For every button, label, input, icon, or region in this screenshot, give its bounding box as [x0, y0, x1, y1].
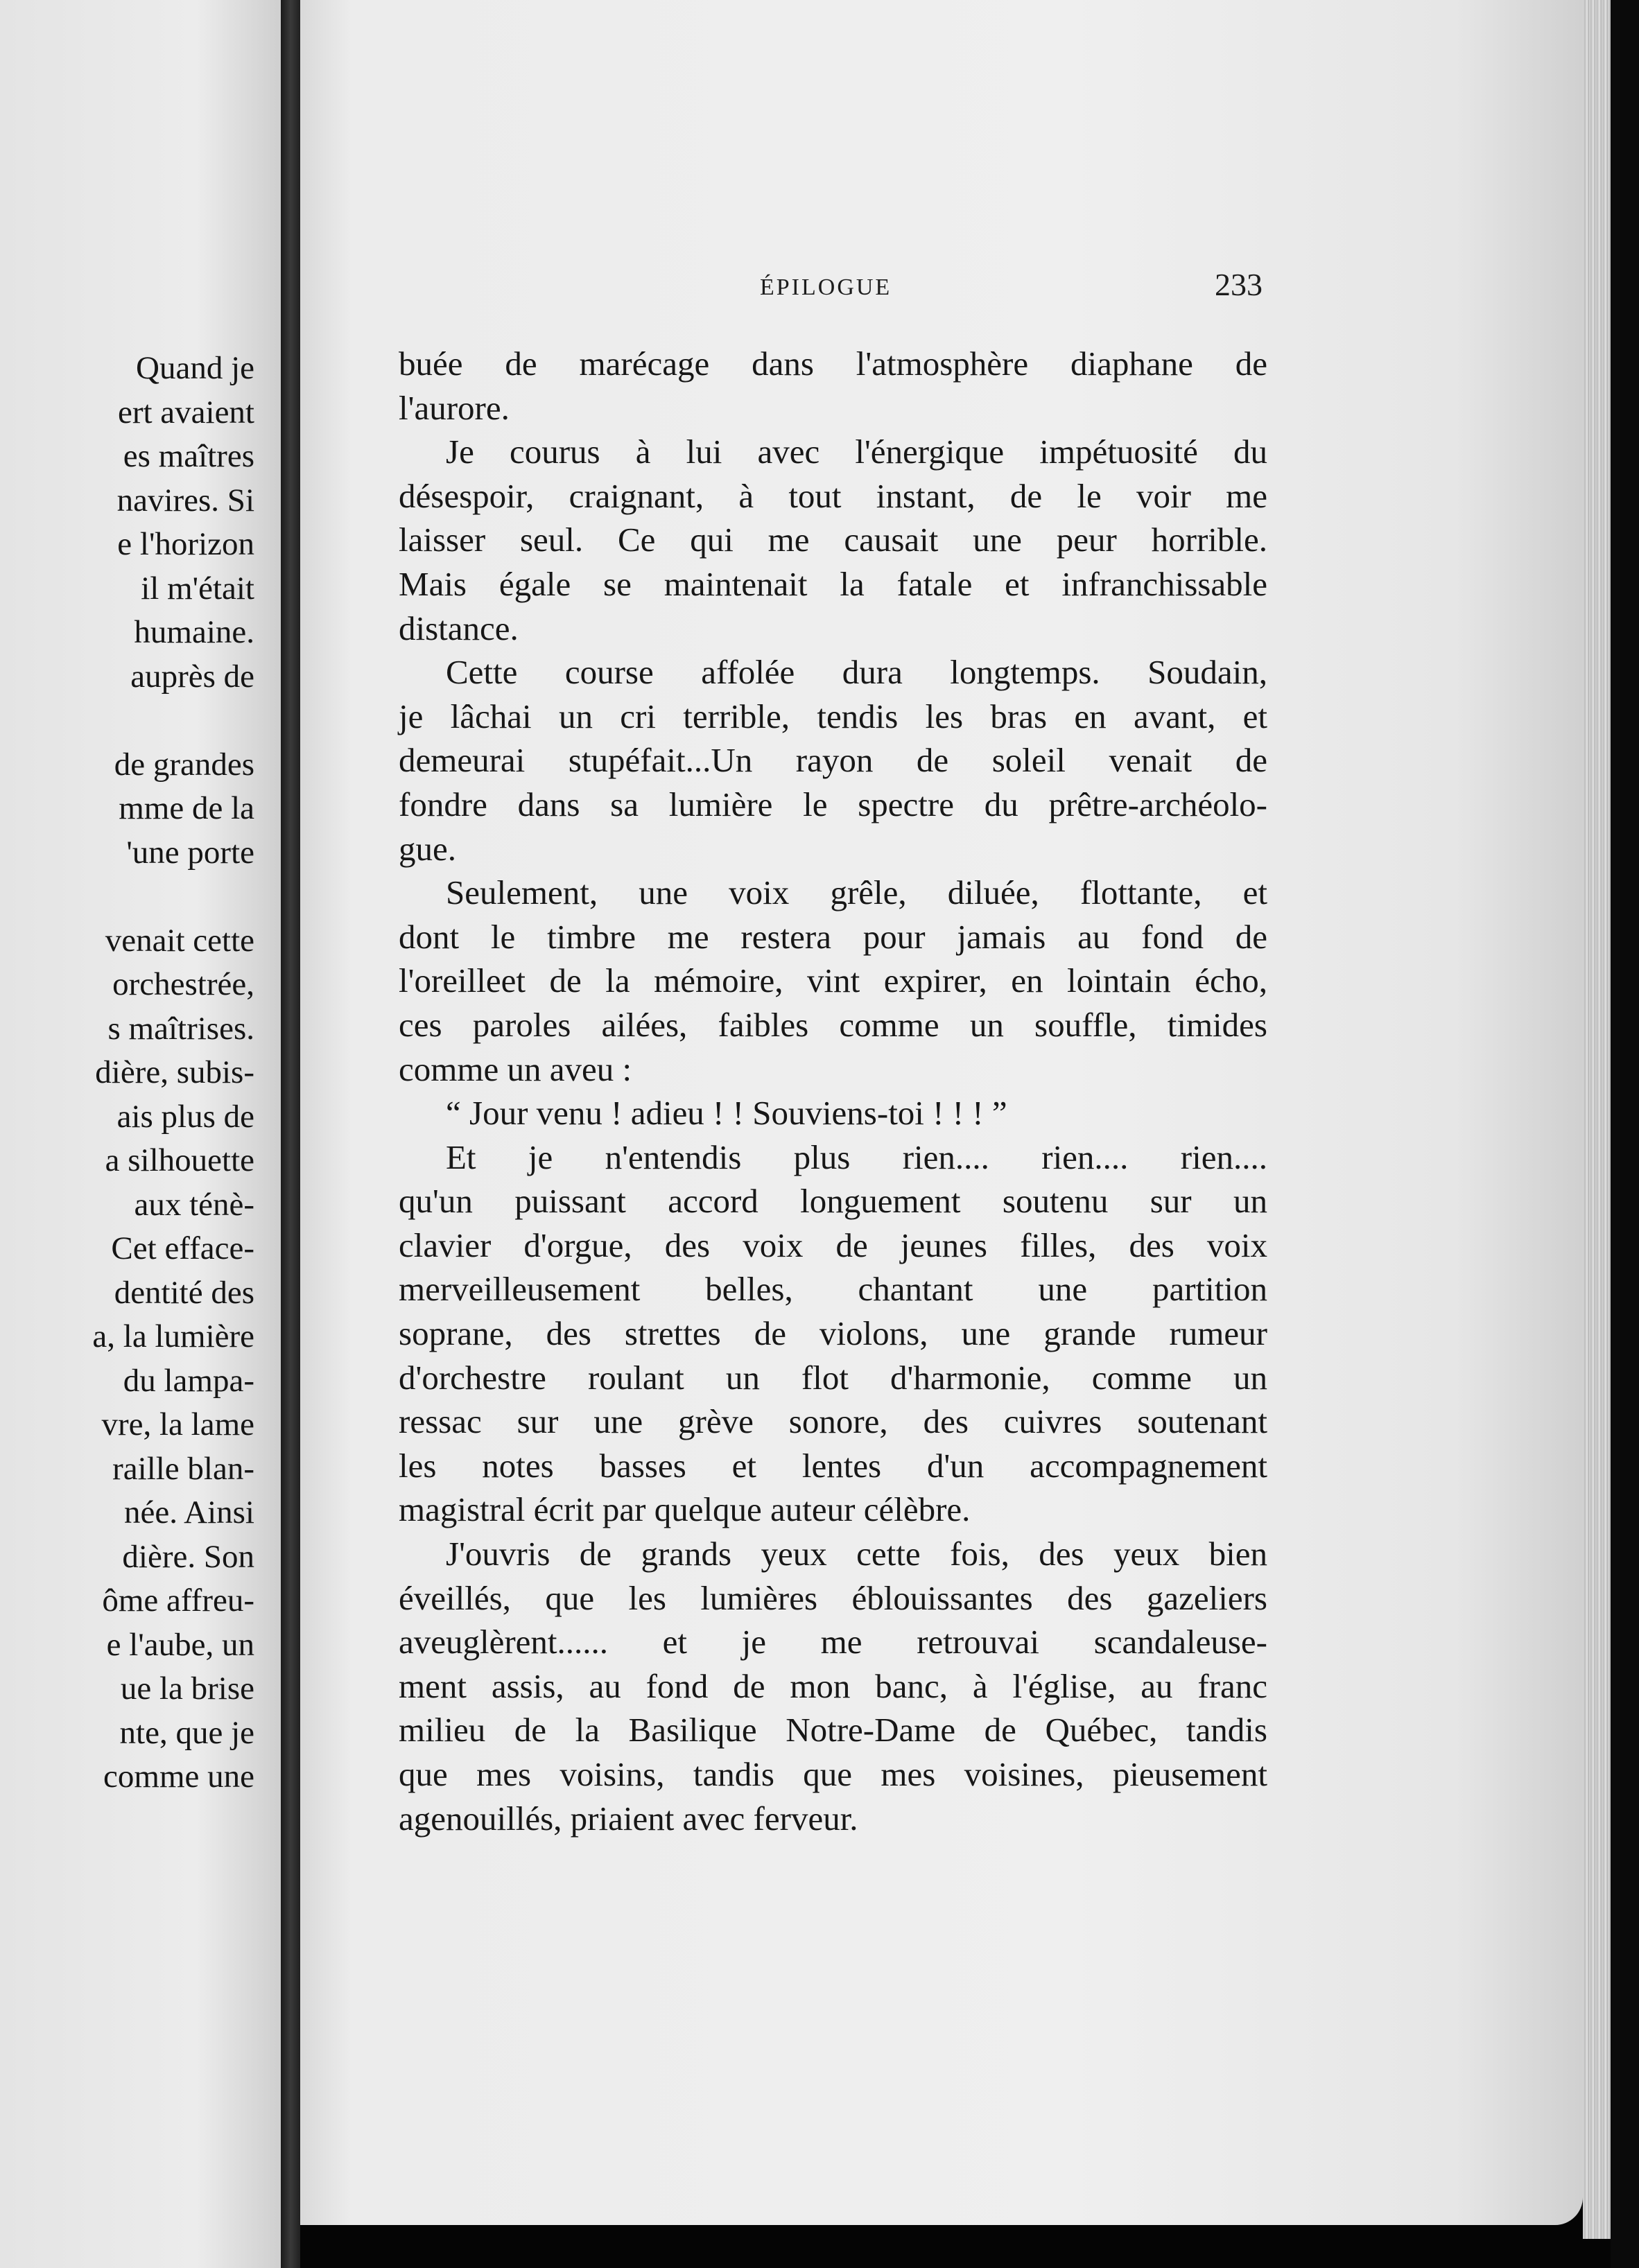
left-page-line: raille blan-: [112, 1450, 254, 1487]
text-line: éveillés, que les lumières éblouissantes des gazeliers: [399, 1578, 1267, 1617]
text-line: qu'un puissant accord longuement soutenu sur un: [399, 1182, 1267, 1221]
left-page-line: navires. Si: [116, 482, 254, 518]
text-line: agenouillés, priaient avec ferveur.: [399, 1799, 858, 1838]
text-line: “ Jour venu ! adieu ! ! Souviens-toi ! ! ! ”: [446, 1094, 1007, 1133]
text-line: merveilleusement belles, chantant une partition: [399, 1270, 1267, 1309]
body-text: [399, 342, 1267, 1840]
text-line: ces paroles ailées, faibles comme un souffle, timides: [399, 1005, 1267, 1044]
left-page-line: [92, 875, 254, 919]
text-line: milieu de la Basilique Notre-Dame de Québec, tandis: [399, 1711, 1267, 1750]
left-page-line: Quand je: [136, 350, 254, 386]
text-line: ressac sur une grève sonore, des cuivres soutenant: [399, 1402, 1267, 1441]
left-page-line: née. Ainsi: [124, 1494, 254, 1530]
left-page-line: dière, subis-: [95, 1054, 254, 1090]
left-page-line: ais plus de: [116, 1098, 254, 1135]
left-page-line: Cet efface-: [111, 1230, 254, 1266]
left-page-line: ue la brise: [120, 1671, 254, 1707]
text-line: laisser seul. Ce qui me causait une peur horrible.: [399, 521, 1267, 559]
text-line: Je courus à lui avec l'énergique impétuosité du: [446, 433, 1267, 471]
background-edge: [1611, 0, 1639, 2268]
left-page-line: comme une: [103, 1759, 254, 1795]
book-gutter: [281, 0, 300, 2268]
text-line: distance.: [399, 609, 519, 647]
text-line: d'orchestre roulant un flot d'harmonie, comme un: [399, 1358, 1267, 1397]
text-line: demeurai stupéfait...Un rayon de soleil venait de: [399, 741, 1267, 780]
left-page-line: orchestrée,: [112, 966, 254, 1002]
page-number: 233: [1215, 267, 1263, 302]
text-line: J'ouvris de grands yeux cette fois, des yeux bien: [446, 1535, 1267, 1573]
running-head: ÉPILOGUE: [760, 274, 892, 300]
left-page-line: a, la lumière: [92, 1318, 254, 1354]
left-page-line: mme de la: [119, 790, 254, 826]
text-line: aveuglèrent...... et je me retrouvai scandaleuse-: [399, 1623, 1267, 1661]
left-page-line: aux ténè-: [134, 1186, 254, 1223]
left-page-line: dière. Son: [122, 1538, 254, 1575]
text-line: Mais égale se maintenait la fatale et infranchissable: [399, 564, 1267, 603]
text-line: gue.: [399, 829, 456, 868]
text-line: désespoir, craignant, à tout instant, de le voir me: [399, 476, 1267, 515]
left-facing-page: [0, 0, 281, 2268]
left-page-line: e l'aube, un: [106, 1626, 254, 1663]
left-page-line: il m'était: [141, 570, 254, 607]
left-page-line: [92, 699, 254, 743]
text-line: ment assis, au fond de mon banc, à l'église, au franc: [399, 1666, 1267, 1705]
left-page-line: du lampa-: [123, 1362, 254, 1399]
text-line: Et je n'entendis plus rien.... rien.... rien....: [446, 1137, 1267, 1176]
left-page-line: 'une porte: [126, 834, 254, 871]
left-page-text: [92, 347, 254, 1799]
text-line: soprane, des strettes de violons, une grande rumeur: [399, 1314, 1267, 1353]
text-line: comme un aveu :: [399, 1049, 632, 1088]
left-page-line: ôme affreu-: [102, 1582, 254, 1619]
text-line: dont le timbre me restera pour jamais au fond de: [399, 917, 1267, 956]
left-page-line: s maîtrises.: [107, 1010, 254, 1047]
text-line: Cette course affolée dura longtemps. Soudain,: [446, 653, 1267, 692]
left-page-line: ert avaient: [117, 394, 254, 430]
left-page-line: humaine.: [134, 614, 254, 650]
text-line: je lâchai un cri terrible, tendis les bras en avant, et: [399, 697, 1267, 735]
page-edges: [1583, 0, 1611, 2239]
text-line: Seulement, une voix grêle, diluée, flottante, et: [446, 873, 1267, 912]
left-page-line: dentité des: [114, 1274, 254, 1311]
left-page-line: nte, que je: [119, 1714, 254, 1751]
text-line: magistral écrit par quelque auteur célèbre.: [399, 1490, 971, 1529]
text-line: l'oreilleet de la mémoire, vint expirer, en lointain écho,: [399, 961, 1267, 1000]
left-page-line: auprès de: [130, 658, 254, 695]
left-page-line: a silhouette: [105, 1142, 254, 1178]
left-page-line: vre, la lame: [101, 1406, 254, 1442]
text-line: l'aurore.: [399, 388, 510, 427]
left-page-line: e l'horizon: [117, 526, 254, 562]
left-page-line: de grandes: [114, 746, 254, 783]
text-line: buée de marécage dans l'atmosphère diaphane de: [399, 344, 1267, 383]
text-line: les notes basses et lentes d'un accompagnement: [399, 1446, 1267, 1485]
text-line: fondre dans sa lumière le spectre du prêtre-archéolo-: [399, 785, 1267, 823]
left-page-line: venait cette: [105, 922, 254, 959]
text-line: que mes voisins, tandis que mes voisines, pieusement: [399, 1755, 1267, 1793]
left-page-line: es maîtres: [123, 438, 254, 474]
text-line: clavier d'orgue, des voix de jeunes filles, des voix: [399, 1225, 1267, 1264]
